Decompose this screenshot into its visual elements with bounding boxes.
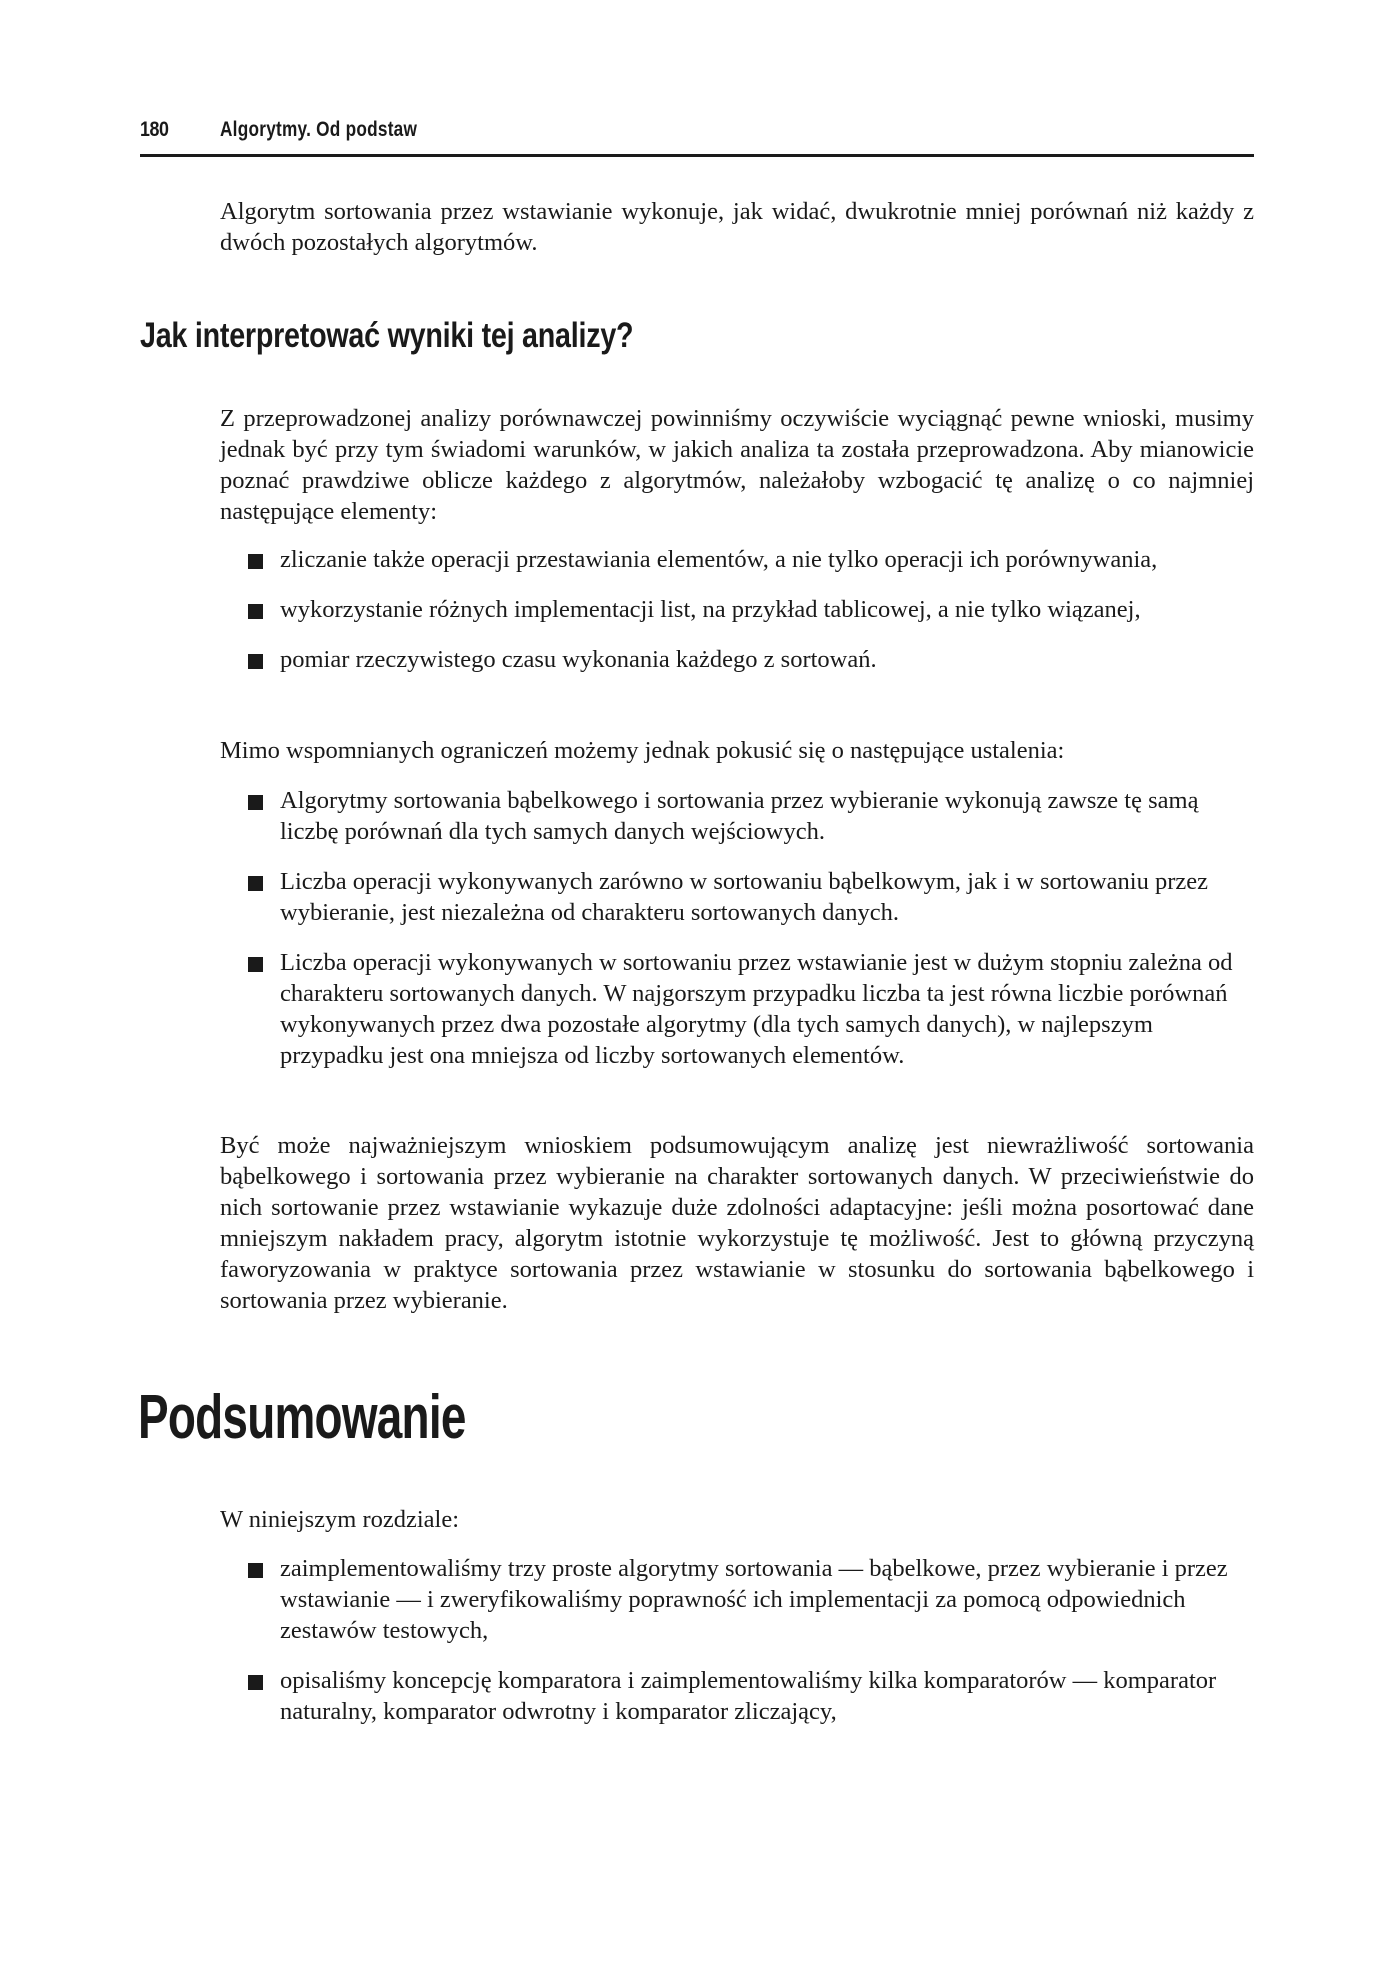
bullet-square-icon	[248, 957, 263, 972]
list-item	[248, 785, 1248, 847]
bullet-square-icon	[248, 795, 263, 810]
page-number: 180	[140, 118, 169, 141]
list-item	[248, 947, 1248, 1071]
list-item-text: opisaliśmy koncepcję komparatora i zaimplementowaliśmy kilka komparatorów — komparator naturalny, komparator odwrotny i komparator zliczający,	[280, 1667, 1217, 1725]
list-item-text: pomiar rzeczywistego czasu wykonania każdego z sortowań.	[280, 646, 877, 673]
bullet-square-icon	[248, 554, 263, 569]
bullet-square-icon	[248, 1563, 263, 1578]
section-heading-interpretation: Jak interpretować wyniki tej analizy?	[140, 316, 634, 355]
bullet-square-icon	[248, 604, 263, 619]
bullet-square-icon	[248, 654, 263, 669]
list-item-text: wykorzystanie różnych implementacji list, na przykład tablicowej, a nie tylko wiązanej,	[280, 596, 1141, 623]
list-item-text: zaimplementowaliśmy trzy proste algorytmy sortowania — bąbelkowe, przez wybieranie i przez wstawianie — i zweryfikowaliśmy poprawność ich implementacji za pomocą odpowiednich zestawów testowych,	[280, 1555, 1228, 1644]
list-item	[248, 594, 1248, 625]
bullet-square-icon	[248, 876, 263, 891]
list-item-text: Liczba operacji wykonywanych w sortowaniu przez wstawianie jest w dużym stopniu zależna od charakteru sortowanych danych. W najgorszym przypadku liczba ta jest równa liczbie porównań wykonywanych przez dwa pozostałe algorytmy (dla tych samych danych), w najlepszym przypadku jest ona mniejsza od liczby sortowanych elementów.	[280, 949, 1233, 1069]
book-title: Algorytmy. Od podstaw	[220, 118, 418, 141]
running-header	[140, 112, 1254, 157]
list-item	[248, 1665, 1248, 1727]
summary-list	[248, 1553, 1248, 1746]
list-item-text: Liczba operacji wykonywanych zarówno w sortowaniu bąbelkowym, jak i w sortowaniu przez wybieranie, jest niezależna od charakteru sortowanych danych.	[280, 868, 1208, 926]
intro-paragraph: Algorytm sortowania przez wstawianie wykonuje, jak widać, dwukrotnie mniej porównań niż każdy z dwóch pozostałych algorytmów.	[220, 198, 1254, 256]
section-paragraph-3: Być może najważniejszym wnioskiem podsumowującym analizę jest niewrażliwość sortowania bąbelkowego i sortowania przez wybieranie na charakter sortowanych danych. W przeciwieństwie do nich sortowanie przez wstawianie wykazuje duże zdolności adaptacyjne: jeśli można posortować dane mniejszym nakładem pracy, algorytm istotnie wykorzystuje tę możliwość. Jest to główną przyczyną faworyzowania w praktyce sortowania przez wstawianie w stosunku do sortowania bąbelkowego i sortowania przez wybieranie.	[220, 1132, 1254, 1314]
list-item	[248, 1553, 1248, 1646]
bullet-square-icon	[248, 1675, 263, 1690]
list-item	[248, 866, 1248, 928]
list-item	[248, 644, 1248, 675]
section-paragraph: Z przeprowadzonej analizy porównawczej powinniśmy oczywiście wyciągnąć pewne wnioski, musimy jednak być przy tym świadomi warunków, w jakich analiza ta została przeprowadzona. Aby mianowicie poznać prawdziwe oblicze każdego z algorytmów, należałoby wzbogacić tę analizę o co najmniej następujące elementy:	[220, 405, 1254, 525]
list-item-text: Algorytmy sortowania bąbelkowego i sortowania przez wybieranie wykonują zawsze tę samą liczbę porównań dla tych samych danych wejściowych.	[280, 787, 1199, 845]
summary-intro: W niniejszym rozdziale:	[220, 1506, 460, 1533]
section-paragraph-2: Mimo wspomnianych ograniczeń możemy jednak pokusić się o następujące ustalenia:	[220, 737, 1065, 764]
chapter-heading-summary: Podsumowanie	[138, 1383, 466, 1452]
list-item	[248, 544, 1248, 575]
list-item-text: zliczanie także operacji przestawiania elementów, a nie tylko operacji ich porównywania,	[280, 546, 1158, 573]
analysis-extension-list	[248, 544, 1248, 694]
findings-list	[248, 785, 1248, 1090]
